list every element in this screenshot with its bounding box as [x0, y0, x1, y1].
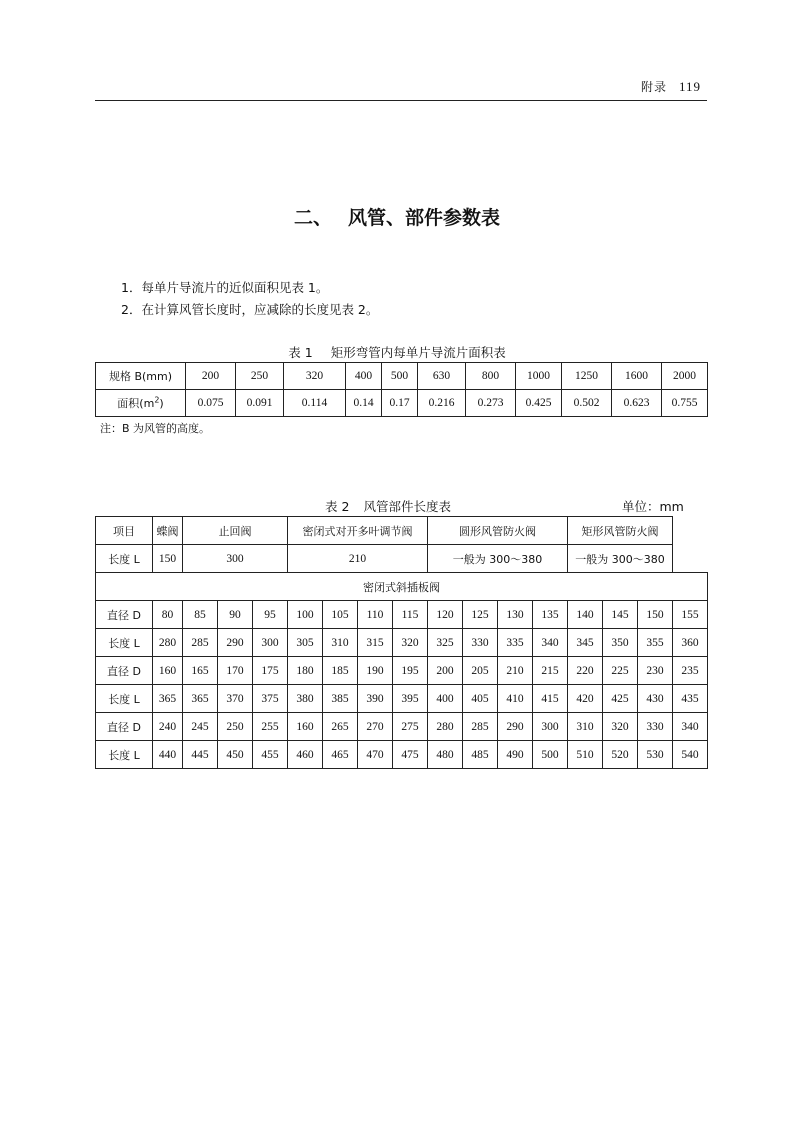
table2-length-cell: 305 [288, 629, 323, 657]
table1-area-cell: 0.216 [418, 390, 466, 417]
table2-header-item: 项目 [96, 517, 153, 545]
table2-title: 风管部件长度表 [363, 499, 451, 514]
table2-diameter-cell: 235 [673, 657, 708, 685]
table2-diameter-cell: 80 [153, 601, 183, 629]
table1-area-cell: 0.755 [662, 390, 708, 417]
table2-length-cell: 345 [568, 629, 603, 657]
table1-size-row [96, 363, 708, 390]
table2-length-cell: 365 [183, 685, 218, 713]
table2-length-check-valve: 300 [183, 545, 288, 573]
table2-diameter-row [96, 601, 708, 629]
table2-diameter-cell: 115 [393, 601, 428, 629]
table2-length-cell: 365 [153, 685, 183, 713]
table2-length-cell: 455 [253, 741, 288, 769]
table2-length-multileaf-damper: 210 [288, 545, 428, 573]
area-header-base: 面积(m [117, 397, 155, 410]
section-title [0, 203, 794, 230]
table1-area-cell: 0.14 [346, 390, 382, 417]
table1-size-cell: 2000 [662, 363, 708, 390]
table1-area-row [96, 390, 708, 417]
table1-area-cell: 0.075 [186, 390, 236, 417]
table2-diameter-cell: 285 [463, 713, 498, 741]
table2-length-cell: 435 [673, 685, 708, 713]
table1-size-cell: 630 [418, 363, 466, 390]
table2-length-label: 长度 L [96, 545, 153, 573]
table1-size-cell: 1250 [562, 363, 612, 390]
table2-diameter-cell: 185 [323, 657, 358, 685]
table2-caption [325, 497, 451, 515]
table2-diameter-cell: 340 [673, 713, 708, 741]
table2-row-label: 直径 D [96, 657, 153, 685]
table2-length-cell: 475 [393, 741, 428, 769]
table2-header-check-valve: 止回阀 [183, 517, 288, 545]
table2-length-cell: 315 [358, 629, 393, 657]
table2-diameter-cell: 300 [533, 713, 568, 741]
table2-length-cell: 440 [153, 741, 183, 769]
table2-length-cell: 415 [533, 685, 568, 713]
table2 [95, 516, 708, 769]
page-header [95, 76, 707, 101]
table2-length-cell: 340 [533, 629, 568, 657]
table2-length-cell: 480 [428, 741, 463, 769]
table1-size-cell: 500 [382, 363, 418, 390]
table1-area-cell: 0.623 [612, 390, 662, 417]
table1-size-cell: 400 [346, 363, 382, 390]
table2-row-label: 长度 L [96, 741, 153, 769]
table2-subtitle-row [96, 573, 708, 601]
table2-length-cell: 465 [323, 741, 358, 769]
table2-length-cell: 355 [638, 629, 673, 657]
table2-diameter-cell: 210 [498, 657, 533, 685]
table2-diameter-cell: 160 [153, 657, 183, 685]
table2-diameter-cell: 125 [463, 601, 498, 629]
table2-diameter-cell: 95 [253, 601, 288, 629]
table2-label: 表 2 [325, 499, 350, 514]
table2-diameter-cell: 225 [603, 657, 638, 685]
table2-diameter-cell: 130 [498, 601, 533, 629]
table2-length-cell: 510 [568, 741, 603, 769]
table2-length-cell: 400 [428, 685, 463, 713]
table2-row-label: 直径 D [96, 601, 153, 629]
table2-diameter-cell: 135 [533, 601, 568, 629]
header-text [641, 78, 701, 95]
table2-diameter-cell: 265 [323, 713, 358, 741]
table2-diameter-cell: 205 [463, 657, 498, 685]
table2-diameter-cell: 160 [288, 713, 323, 741]
table2-length-cell: 375 [253, 685, 288, 713]
table2-length-cell: 430 [638, 685, 673, 713]
table2-diameter-cell: 320 [603, 713, 638, 741]
table2-diameter-cell: 280 [428, 713, 463, 741]
table2-length-round-fire-damper: 一般为 300～380 [428, 545, 568, 573]
table2-length-cell: 280 [153, 629, 183, 657]
header-section: 附录 [640, 80, 667, 94]
table2-diameter-cell: 170 [218, 657, 253, 685]
table2-diameter-cell: 330 [638, 713, 673, 741]
table2-diameter-cell: 255 [253, 713, 288, 741]
table2-header-multileaf-damper: 密闭式对开多叶调节阀 [288, 517, 428, 545]
table2-length-cell: 385 [323, 685, 358, 713]
table2-length-cell: 450 [218, 741, 253, 769]
table2-length-cell: 425 [603, 685, 638, 713]
table2-diameter-cell: 275 [393, 713, 428, 741]
table2-row-label: 直径 D [96, 713, 153, 741]
table2-length-cell: 490 [498, 741, 533, 769]
table2-diameter-cell: 200 [428, 657, 463, 685]
table1-area-cell: 0.273 [466, 390, 516, 417]
table2-length-cell: 485 [463, 741, 498, 769]
table2-length-cell: 370 [218, 685, 253, 713]
table2-diameter-cell: 85 [183, 601, 218, 629]
table2-length-cell: 330 [463, 629, 498, 657]
table2-diameter-cell: 90 [218, 601, 253, 629]
table2-diameter-cell: 290 [498, 713, 533, 741]
table2-diameter-cell: 245 [183, 713, 218, 741]
table2-diameter-cell: 100 [288, 601, 323, 629]
table2-diameter-row [96, 657, 708, 685]
table2-diameter-cell: 110 [358, 601, 393, 629]
table2-diameter-cell: 120 [428, 601, 463, 629]
table2-diameter-cell: 165 [183, 657, 218, 685]
intro-line-1: 1．每单片导流片的近似面积见表 1。 [121, 280, 329, 295]
table2-diameter-cell: 230 [638, 657, 673, 685]
table2-diameter-cell: 270 [358, 713, 393, 741]
table2-unit: 单位：mm [622, 499, 684, 514]
table2-diameter-cell: 140 [568, 601, 603, 629]
table1-caption [0, 343, 794, 361]
table1-size-cell: 320 [284, 363, 346, 390]
table1-note: 注：B 为风管的高度。 [100, 422, 211, 435]
table2-diameter-cell: 250 [218, 713, 253, 741]
table2-diameter-cell: 195 [393, 657, 428, 685]
table2-length-cell: 300 [253, 629, 288, 657]
table2-length-cell: 460 [288, 741, 323, 769]
table2-length-cell: 390 [358, 685, 393, 713]
table2-length-cell: 445 [183, 741, 218, 769]
table2-length-cell: 530 [638, 741, 673, 769]
table2-diameter-cell: 310 [568, 713, 603, 741]
section-number: 二、 [293, 207, 332, 229]
table1-size-cell: 1600 [612, 363, 662, 390]
table2-length-cell: 405 [463, 685, 498, 713]
section-title-text: 风管、部件参数表 [348, 207, 501, 229]
table2-length-cell: 350 [603, 629, 638, 657]
table2-diameter-row [96, 713, 708, 741]
table2-length-cell: 500 [533, 741, 568, 769]
table2-diameter-cell: 190 [358, 657, 393, 685]
table2-length-cell: 540 [673, 741, 708, 769]
table2-length-butterfly: 150 [153, 545, 183, 573]
table1-size-cell: 1000 [516, 363, 562, 390]
table1-area-cell: 0.17 [382, 390, 418, 417]
table2-length-cell: 380 [288, 685, 323, 713]
area-header-end: ) [159, 397, 164, 410]
table2-length-data-row [96, 741, 708, 769]
table2-length-cell: 520 [603, 741, 638, 769]
table2-header-row [96, 517, 708, 545]
table2-header-rect-fire-damper: 矩形风管防火阀 [568, 517, 673, 545]
table1-area-cell: 0.114 [284, 390, 346, 417]
table2-row-label: 长度 L [96, 629, 153, 657]
page-number: 119 [678, 79, 701, 94]
table1-area-header [96, 390, 186, 417]
table1 [95, 362, 708, 417]
table1-area-cell: 0.502 [562, 390, 612, 417]
table2-diameter-cell: 215 [533, 657, 568, 685]
table2-length-cell: 325 [428, 629, 463, 657]
table1-area-cell: 0.091 [236, 390, 284, 417]
table2-diameter-cell: 175 [253, 657, 288, 685]
table2-diameter-cell: 145 [603, 601, 638, 629]
table1-size-header: 规格 B(mm) [96, 363, 186, 390]
table2-length-cell: 310 [323, 629, 358, 657]
table2-diameter-cell: 240 [153, 713, 183, 741]
table2-subtitle: 密闭式斜插板阀 [96, 573, 708, 601]
table2-length-cell: 360 [673, 629, 708, 657]
table1-size-cell: 200 [186, 363, 236, 390]
table2-length-cell: 290 [218, 629, 253, 657]
table2-length-cell: 320 [393, 629, 428, 657]
table1-area-cell: 0.425 [516, 390, 562, 417]
table2-length-row [96, 545, 708, 573]
table1-title: 矩形弯管内每单片导流片面积表 [330, 345, 506, 360]
table2-length-data-row [96, 685, 708, 713]
table2-diameter-cell: 150 [638, 601, 673, 629]
table2-length-cell: 470 [358, 741, 393, 769]
table2-length-data-row [96, 629, 708, 657]
table2-length-rect-fire-damper: 一般为 300～380 [568, 545, 673, 573]
intro-line-2: 2．在计算风管长度时，应减除的长度见表 2。 [121, 302, 379, 317]
table2-length-cell: 395 [393, 685, 428, 713]
table2-length-cell: 410 [498, 685, 533, 713]
table2-length-cell: 420 [568, 685, 603, 713]
table2-header-round-fire-damper: 圆形风管防火阀 [428, 517, 568, 545]
table1-size-cell: 250 [236, 363, 284, 390]
table2-row-label: 长度 L [96, 685, 153, 713]
table2-diameter-cell: 180 [288, 657, 323, 685]
table1-label: 表 1 [288, 345, 313, 360]
table1-size-cell: 800 [466, 363, 516, 390]
table2-diameter-cell: 155 [673, 601, 708, 629]
area-header-sup: 2 [154, 395, 160, 405]
table2-diameter-cell: 105 [323, 601, 358, 629]
table2-diameter-cell: 220 [568, 657, 603, 685]
table2-length-cell: 285 [183, 629, 218, 657]
table2-length-cell: 335 [498, 629, 533, 657]
table2-header-butterfly: 蝶阀 [153, 517, 183, 545]
